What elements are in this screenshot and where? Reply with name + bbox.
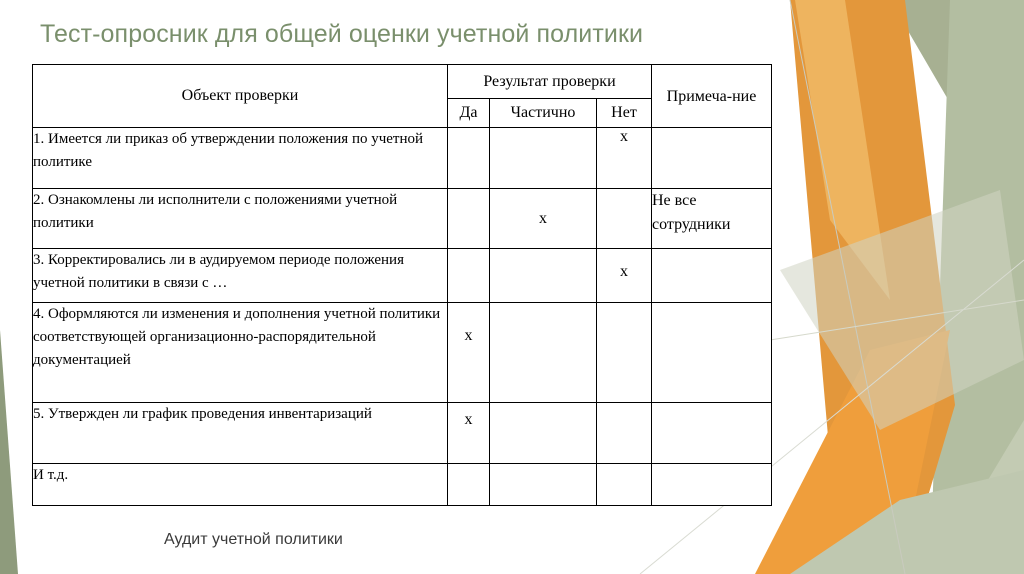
header-yes: Да <box>448 99 490 128</box>
slide-footer: Аудит учетной политики <box>164 531 343 548</box>
no-cell: х <box>597 249 652 303</box>
no-cell <box>597 189 652 249</box>
question-cell: 4. Оформляются ли изменения и дополнения учетной политики соответствующей организационно-распорядительной документацией <box>33 303 448 403</box>
header-partial: Частично <box>490 99 597 128</box>
partial-cell <box>490 128 597 189</box>
yes-cell <box>448 249 490 303</box>
no-cell <box>597 303 652 403</box>
bg-shape-left-olive <box>0 330 18 574</box>
yes-cell: х <box>448 303 490 403</box>
note-cell <box>652 303 772 403</box>
table-row <box>33 189 772 249</box>
partial-cell <box>490 249 597 303</box>
table-row <box>33 128 772 189</box>
note-cell <box>652 403 772 464</box>
partial-cell <box>490 464 597 506</box>
header-note: Примеча-ние <box>652 65 772 128</box>
question-cell: 5. Утвержден ли график проведения инвентаризаций <box>33 403 448 464</box>
yes-cell <box>448 464 490 506</box>
yes-cell: х <box>448 403 490 464</box>
no-cell: х <box>597 128 652 189</box>
no-cell <box>597 464 652 506</box>
question-cell: 3. Корректировались ли в аудируемом периоде положения учетной политики в связи с … <box>33 249 448 303</box>
question-cell: 2. Ознакомлены ли исполнители с положениями учетной политики <box>33 189 448 249</box>
partial-cell <box>490 403 597 464</box>
slide-title: Тест-опросник для общей оценки учетной политики <box>40 20 644 48</box>
header-object: Объект проверки <box>33 65 448 128</box>
header-result: Результат проверки <box>448 65 652 99</box>
question-cell: И т.д. <box>33 464 448 506</box>
yes-cell <box>448 128 490 189</box>
note-cell <box>652 464 772 506</box>
table-row <box>33 464 772 506</box>
table-row <box>33 303 772 403</box>
partial-cell: х <box>490 189 597 249</box>
table-row <box>33 249 772 303</box>
audit-checklist-table <box>32 64 772 506</box>
note-cell: Не все сотрудники <box>652 189 772 249</box>
table-row <box>33 403 772 464</box>
yes-cell <box>448 189 490 249</box>
partial-cell <box>490 303 597 403</box>
note-cell <box>652 249 772 303</box>
no-cell <box>597 403 652 464</box>
header-no: Нет <box>597 99 652 128</box>
question-cell: 1. Имеется ли приказ об утверждении положения по учетной политике <box>33 128 448 189</box>
note-cell <box>652 128 772 189</box>
